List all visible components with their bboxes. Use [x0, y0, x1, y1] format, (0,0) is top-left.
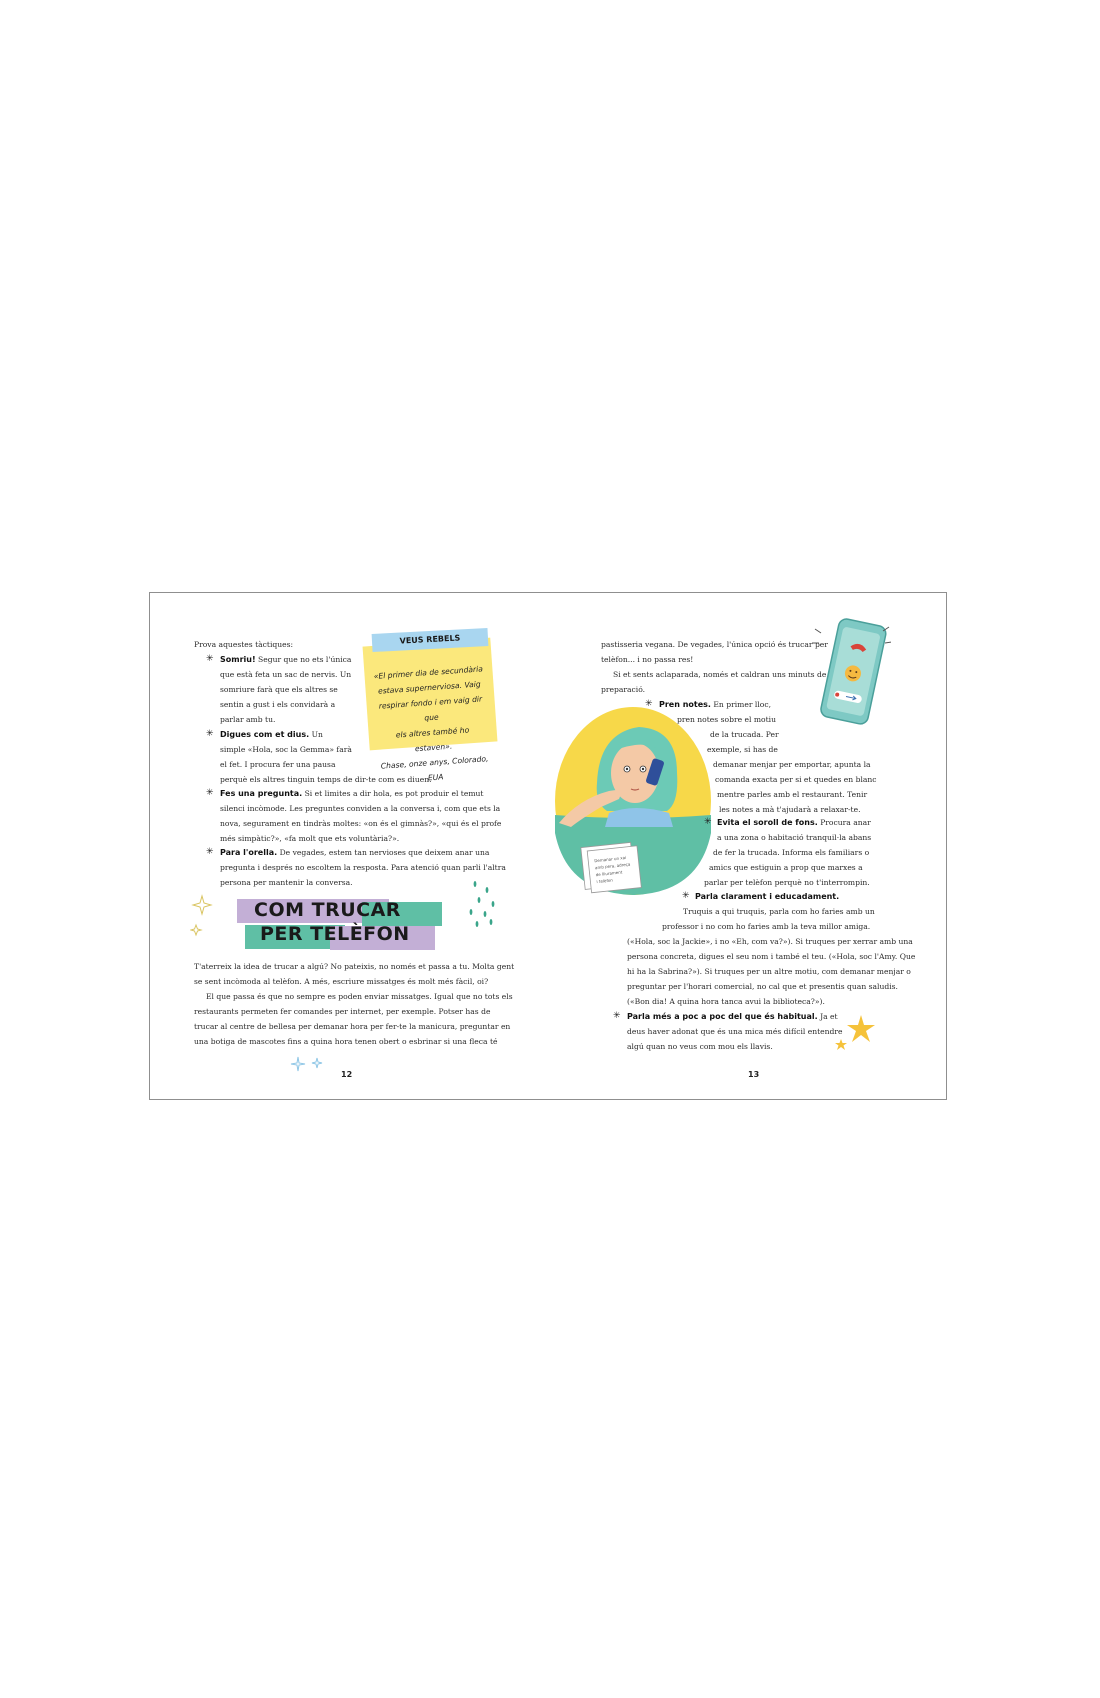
- body-line: pastisseria vegana. De vegades, l'única opció és trucar per: [601, 640, 828, 649]
- tip-line: el fet. I procura fer una pausa: [220, 760, 336, 769]
- tip-line: comanda exacta per si et quedes en blanc: [715, 775, 877, 784]
- tip-line: amics que estiguin a prop que marxes a: [709, 863, 863, 872]
- tip-line: Pren notes. En primer lloc,: [659, 700, 771, 709]
- left-page: [150, 593, 549, 1099]
- asterisk-icon: ✳: [206, 788, 214, 798]
- tip-line: algú quan no veus com mou els llavis.: [627, 1042, 773, 1051]
- tip-line: més simpàtic?», «fa molt que ets voluntària?».: [220, 834, 400, 843]
- tip-line: mentre parles amb el restaurant. Tenir: [717, 790, 868, 799]
- body-line: se sent incòmoda al telèfon. A més, escriure missatges és molt més fàcil, oi?: [194, 977, 489, 986]
- tip-line: a una zona o habitació tranquil·la abans: [717, 833, 872, 842]
- right-page: [549, 593, 948, 1099]
- tip-line: perquè els altres tinguin temps de dir-te com es diuen.: [220, 775, 432, 784]
- tip-line: («Bon dia! A quina hora tanca avui la biblioteca?»).: [627, 997, 825, 1006]
- tip-line: preguntar per l'horari comercial, no cal que et presentis quan saludis.: [627, 982, 898, 991]
- intro-text: Prova aquestes tàctiques:: [194, 640, 294, 649]
- sparkle-icon: [290, 1055, 330, 1075]
- page-number: 12: [341, 1070, 353, 1079]
- asterisk-icon: ✳: [682, 891, 690, 901]
- notepad-line: i telèfon: [596, 877, 614, 885]
- tip-line: demanar menjar per emportar, apunta la: [713, 760, 871, 769]
- asterisk-icon: ✳: [613, 1011, 621, 1021]
- tip-line: parlar amb tu.: [220, 715, 276, 724]
- body-line: T'aterreix la idea de trucar a algú? No pateixis, no només et passa a tu. Molta gent: [194, 962, 515, 971]
- tip-line: pregunta i després no escoltem la resposta. Para atenció quan parli l'altra: [220, 863, 506, 872]
- tip-line: nova, segurament en tindràs moltes: «on és el gimnàs?», «qui és el profe: [220, 819, 502, 828]
- asterisk-icon: ✳: [206, 729, 214, 739]
- quote-text: «El primer dia de secundària estava supernerviosa. Vaig respirar fondo i em vaig dir que els altres també ho estaven». Chase, onze anys, Colorado, EUA: [373, 664, 489, 783]
- tip-line: Fes una pregunta. Si et limites a dir hola, es pot produir el temut: [220, 789, 484, 798]
- section-heading-line2: PER TELÈFON: [260, 923, 410, 945]
- tip-line: parlar per telèfon perquè no t'interrompin.: [704, 878, 870, 887]
- tip-line: persona per mantenir la conversa.: [220, 878, 353, 887]
- tip-line: hi ha la Sabrina?»). Si truques per un altre motiu, com demanar menjar o: [627, 967, 911, 976]
- tip-line: («Hola, soc la Jackie», i no «Eh, com va?»). Si truques per xerrar amb una: [627, 937, 913, 946]
- body-line: Si et sents aclaparada, només et caldran uns minuts de: [613, 670, 827, 679]
- asterisk-icon: ✳: [206, 654, 214, 664]
- tip-line: professor i no com ho faries amb la teva millor amiga.: [662, 922, 871, 931]
- notepad-line: Demanar un xai: [594, 854, 627, 864]
- body-line: restaurants permeten fer comandes per internet, per exemple. Potser has de: [194, 1007, 491, 1016]
- tip-line: pren notes sobre el motiu: [677, 715, 776, 724]
- tip-line: Truquis a qui truquis, parla com ho faries amb un: [683, 907, 875, 916]
- girl-on-phone-illustration: [549, 703, 714, 898]
- tip-line: les notes a mà t'ajudarà a relaxar-te.: [719, 805, 861, 814]
- asterisk-icon: ✳: [206, 847, 214, 857]
- quote-label: VEUS REBELS: [372, 628, 489, 652]
- body-line: telèfon... i no passa res!: [601, 655, 694, 664]
- body-line: una botiga de mascotes fins a quina hora tenen obert o esbrinar si una fleca té: [194, 1037, 498, 1046]
- tip-line: exemple, si has de: [707, 745, 778, 754]
- tip-line: Para l'orella. De vegades, estem tan nervioses que deixem anar una: [220, 848, 490, 857]
- notepad-line: amb pera, adreça: [594, 861, 631, 871]
- tip-line: persona concreta, digues el seu nom i també el teu. («Hola, soc l'Amy. Que: [627, 952, 916, 961]
- tip-line: Evita el soroll de fons. Procura anar: [717, 818, 871, 827]
- tip-line: de la trucada. Per: [710, 730, 779, 739]
- book-spread: [149, 592, 947, 1100]
- asterisk-icon: ✳: [704, 817, 712, 827]
- tip-line: deus haver adonat que és una mica més difícil entendre: [627, 1027, 843, 1036]
- smartphone-illustration: [811, 613, 891, 733]
- tip-line: Somriu! Segur que no ets l'única: [220, 655, 352, 664]
- notepad-line: de lliurament: [595, 869, 623, 878]
- tip-line: Digues com et dius. Un: [220, 730, 323, 739]
- tip-line: de fer la trucada. Informa els familiars o: [713, 848, 870, 857]
- body-line: trucar al centre de bellesa per demanar hora per fer-te la manicura, preguntar en: [194, 1022, 511, 1031]
- star-icon: [829, 1013, 879, 1053]
- page-number: 13: [748, 1070, 760, 1079]
- confetti-icon: [465, 878, 505, 938]
- tip-line: simple «Hola, soc la Gemma» farà: [220, 745, 352, 754]
- asterisk-icon: ✳: [645, 699, 653, 709]
- body-line: El que passa és que no sempre es poden enviar missatges. Igual que no tots els: [206, 992, 513, 1001]
- section-heading-line1: COM TRUCAR: [254, 899, 401, 921]
- tip-line: que està feta un sac de nervis. Un: [220, 670, 352, 679]
- tip-line: somriure farà que els altres se: [220, 685, 338, 694]
- sparkle-icon: [190, 893, 220, 943]
- tip-line: Parla clarament i educadament.: [695, 892, 840, 901]
- tip-line: silenci incòmode. Les preguntes conviden a la conversa i, com que ets la: [220, 804, 501, 813]
- tip-line: sentin a gust i els convidarà a: [220, 700, 336, 709]
- tip-line: Parla més a poc a poc del que és habitual. Ja et: [627, 1012, 838, 1021]
- body-line: preparació.: [601, 685, 646, 694]
